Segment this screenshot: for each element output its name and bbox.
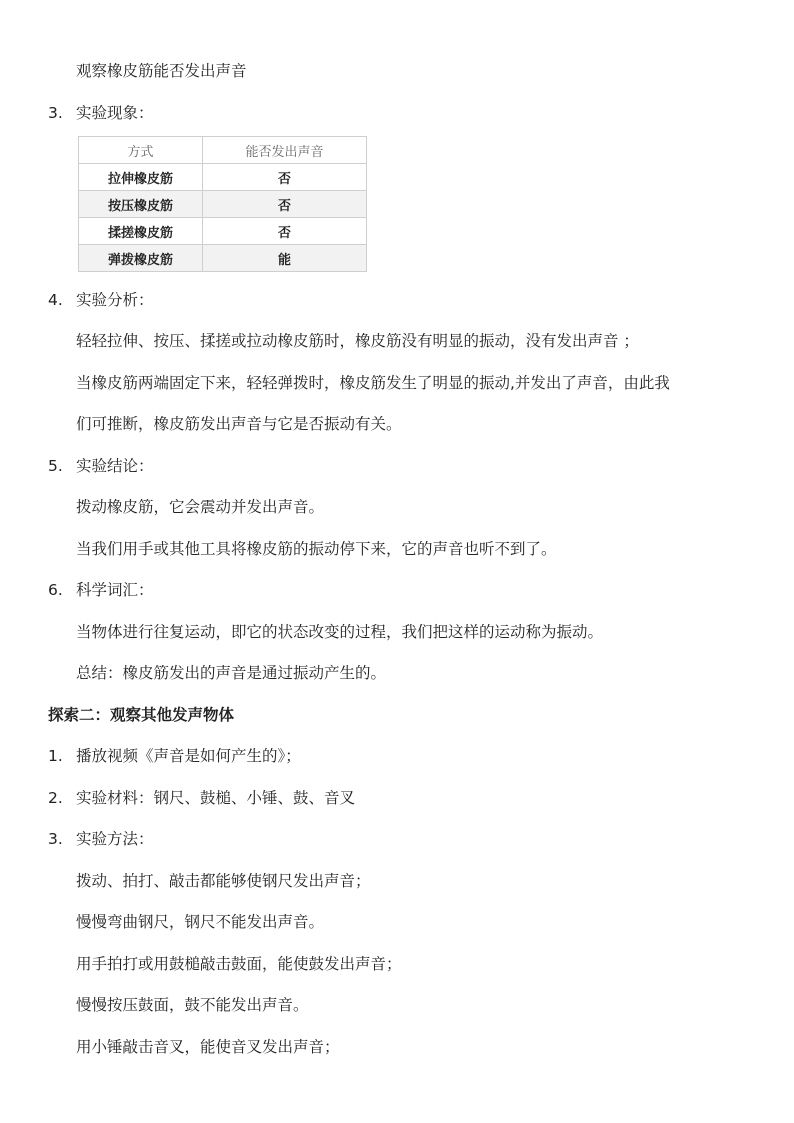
item-text: 播放视频《声音是如何产生的》；: [76, 747, 301, 765]
section-5-heading: [48, 456, 154, 476]
section-number: 3.: [48, 104, 63, 122]
explore-2-heading: 探索二：观察其他发声物体: [48, 706, 235, 724]
item-text: 实验方法：: [76, 830, 154, 848]
method-line: 用手拍打或用鼓槌敲击鼓面，能使鼓发出声音；: [76, 955, 402, 973]
item-text: 实验材料：钢尺、鼓槌、小锤、鼓、音叉: [76, 789, 356, 807]
section-number: 5.: [48, 457, 63, 475]
item-number: 1.: [48, 747, 63, 765]
table-row: [79, 218, 367, 245]
table-header-row: [79, 137, 367, 164]
analysis-paragraph-2-line-1: 当橡皮筋两端固定下来，轻轻弹拨时，橡皮筋发生了明显的振动,并发出了声音，由此我: [76, 374, 670, 392]
explore-2-item-2: [48, 788, 355, 808]
section-number: 6.: [48, 581, 63, 599]
column-header-sound: 能否发出声音: [203, 137, 367, 164]
column-header-method: 方式: [79, 137, 203, 164]
item-number: 2.: [48, 789, 63, 807]
conclusion-paragraph-2: 当我们用手或其他工具将橡皮筋的振动停下来，它的声音也听不到了。: [76, 540, 557, 558]
table-cell-result: 否: [203, 191, 367, 218]
section-number: 4.: [48, 291, 63, 309]
item-number: 3.: [48, 830, 63, 848]
table-cell-method: 揉搓橡皮筋: [79, 218, 203, 245]
table-row: [79, 191, 367, 218]
section-6-heading: [48, 580, 154, 600]
table-row: [79, 164, 367, 191]
section-3-heading: [48, 103, 154, 123]
section-title: 实验现象：: [76, 104, 154, 122]
conclusion-paragraph-1: 拨动橡皮筋，它会震动并发出声音。: [76, 498, 325, 516]
table-cell-result: 否: [203, 218, 367, 245]
table-cell-result: 能: [203, 245, 367, 272]
table-row: [79, 245, 367, 272]
table-cell-method: 弹拨橡皮筋: [79, 245, 203, 272]
method-line: 用小锤敲击音叉，能使音叉发出声音；: [76, 1038, 340, 1056]
section-title: 实验结论：: [76, 457, 154, 475]
analysis-paragraph-2-line-2: 们可推断，橡皮筋发出声音与它是否振动有关。: [76, 415, 402, 433]
analysis-paragraph-1: 轻轻拉伸、按压、揉搓或拉动橡皮筋时，橡皮筋没有明显的振动，没有发出声音 ；: [76, 332, 639, 350]
section-title: 实验分析：: [76, 291, 154, 309]
summary-line: 总结：橡皮筋发出的声音是通过振动产生的。: [76, 664, 387, 682]
section-4-heading: [48, 290, 154, 310]
section-title: 科学词汇：: [76, 581, 154, 599]
method-line: 慢慢弯曲钢尺，钢尺不能发出声音。: [76, 913, 325, 931]
explore-2-item-3: [48, 829, 154, 849]
vocabulary-definition: 当物体进行往复运动，即它的状态改变的过程，我们把这样的运动称为振动。: [76, 623, 604, 641]
table-cell-method: 按压橡皮筋: [79, 191, 203, 218]
results-table: [78, 136, 367, 272]
table-cell-result: 否: [203, 164, 367, 191]
method-line: 慢慢按压鼓面，鼓不能发出声音。: [76, 996, 309, 1014]
intro-line: 观察橡皮筋能否发出声音: [76, 62, 247, 80]
explore-2-item-1: [48, 746, 301, 766]
method-line: 拨动、拍打、敲击都能够使钢尺发出声音；: [76, 872, 371, 890]
table-cell-method: 拉伸橡皮筋: [79, 164, 203, 191]
